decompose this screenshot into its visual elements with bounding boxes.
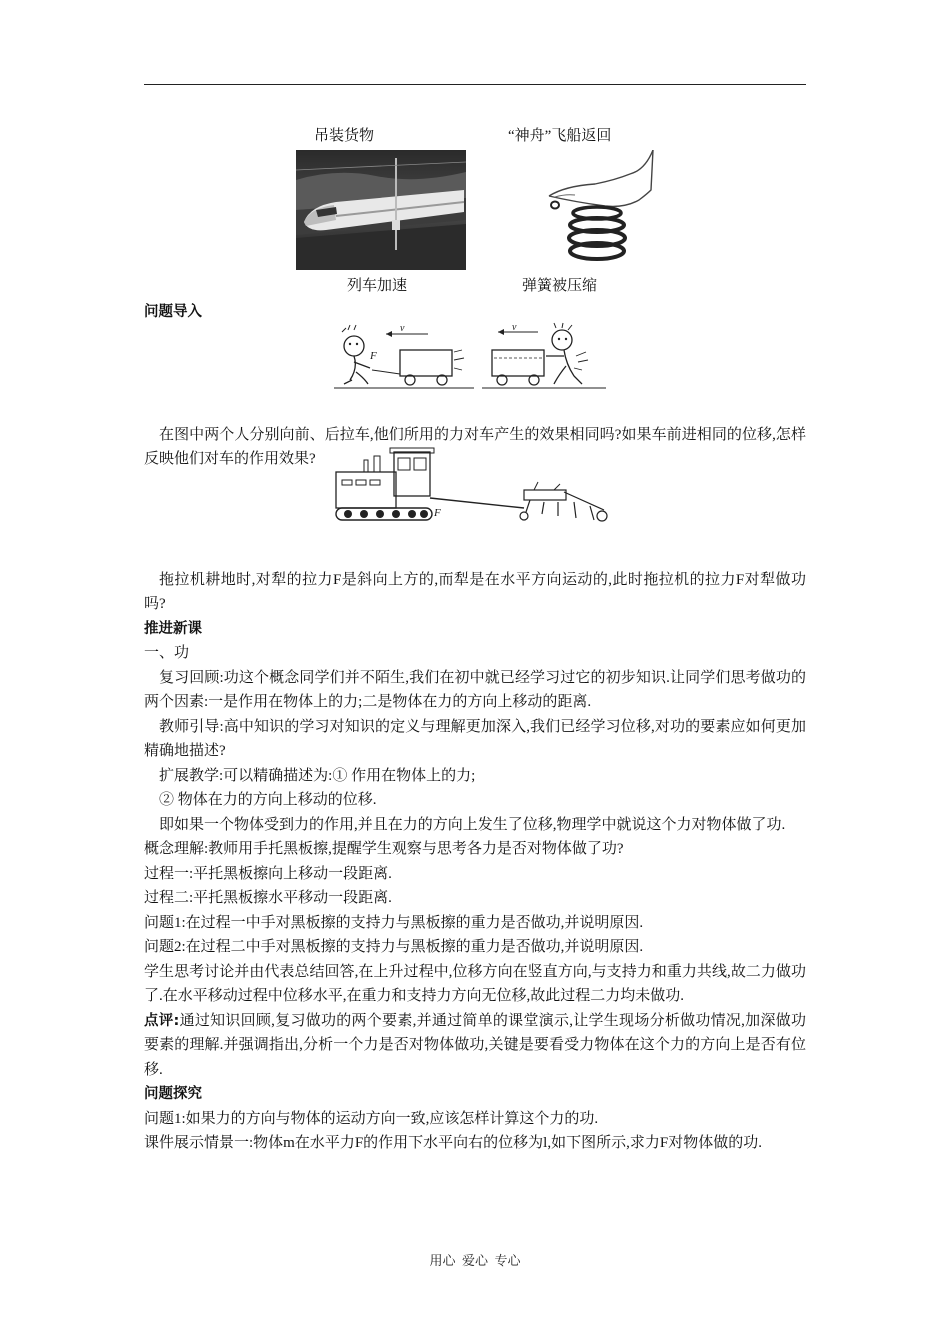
explore-heading: 问题探究 <box>144 1086 202 1102</box>
new-lesson-heading: 推进新课 <box>144 620 202 637</box>
intro-paragraph-2: 拖拉机耕地时,对犁的拉力F是斜向上方的,而犁是在水平方向运动的,此时拖拉机的拉力F对犁做功吗? <box>144 571 806 612</box>
force-label: F <box>370 350 377 362</box>
review-paragraph: 复习回顾:功这个概念同学们并不陌生,我们在初中就已经学习过它的初步知识.让同学们思考做功的两个因素:一是作用在物体上的力;二是物体在力的方向上移动的距离. <box>144 669 806 710</box>
velocity-label-2: v <box>512 322 517 333</box>
header-rule <box>144 84 806 85</box>
caption-top-right: “神舟”飞船返回 <box>508 128 612 144</box>
expand-paragraph-2: ② 物体在力的方向上移动的位移. <box>159 792 377 808</box>
page-footer: 用心 爱心 专心 <box>429 1253 521 1268</box>
process-1: 过程一:平托黑板擦向上移动一段距离. <box>144 865 392 882</box>
question-2: 问题2:在过程二中手对黑板擦的支持力与黑板擦的重力是否做功,并说明原因. <box>144 939 644 955</box>
question-1: 问题1:在过程一中手对黑板擦的支持力与黑板擦的重力是否做功,并说明原因. <box>144 914 644 931</box>
intro-paragraph-1: 在图中两个人分别向前、后拉车,他们所用的力对车产生的效果相同吗?如果车前进相同的位移,怎样反映他们对车的作用效果? <box>144 426 806 467</box>
caption-top-left: 吊装货物 <box>314 128 375 144</box>
expand-paragraph: 扩展教学:可以精确描述为:① 作用在物体上的力; <box>159 767 476 784</box>
spring-figure <box>535 150 660 270</box>
comment-label: 点评: <box>144 1012 180 1029</box>
main-content <box>144 300 806 1156</box>
definition-paragraph: 即如果一个物体受到力的作用,并且在力的方向上发生了位移,物理学中就说这个力对物体做了功. <box>159 816 786 833</box>
guide-paragraph: 教师引导:高中知识的学习对知识的定义与理解更加深入,我们已经学习位移,对功的要素应如何更加精确地描述? <box>144 718 806 759</box>
scene-1-paragraph: 课件展示情景一:物体m在水平力F的作用下水平向右的位移为l,如下图所示,求力F对物体做的功. <box>144 1135 762 1151</box>
caption-bottom-right: 弹簧被压缩 <box>522 278 598 294</box>
comment-paragraph <box>144 1009 806 1083</box>
train-photo <box>296 150 466 270</box>
comment-text: 通过知识回顾,复习做功的两个要素,并通过简单的课堂演示,让学生现场分析做功情况,加深做功要素的理解.并强调指出,分析一个力是否对物体做功,关键是要看受力物体在这个力的方向上是否有位移. <box>144 1012 806 1078</box>
caption-bottom-left: 列车加速 <box>347 278 408 294</box>
tractor-force-label: F <box>434 507 441 519</box>
intro-heading: 问题导入 <box>144 304 202 320</box>
explore-question-1: 问题1:如果力的方向与物体的运动方向一致,应该怎样计算这个力的功. <box>144 1110 599 1127</box>
velocity-label: v <box>400 323 405 334</box>
answer-paragraph: 学生思考讨论并由代表总结回答,在上升过程中,位移方向在竖直方向,与支持力和重力共线,故二力做功了.在水平移动过程中位移水平,在重力和支持力方向无位移,故此过程二力均未做功. <box>144 963 806 1004</box>
concept-paragraph: 概念理解:教师用手托黑板擦,提醒学生观察与思考各力是否对物体做了功? <box>144 841 624 857</box>
section-work-heading: 一、功 <box>144 645 190 661</box>
process-2: 过程二:平托黑板擦水平移动一段距离. <box>144 890 392 906</box>
